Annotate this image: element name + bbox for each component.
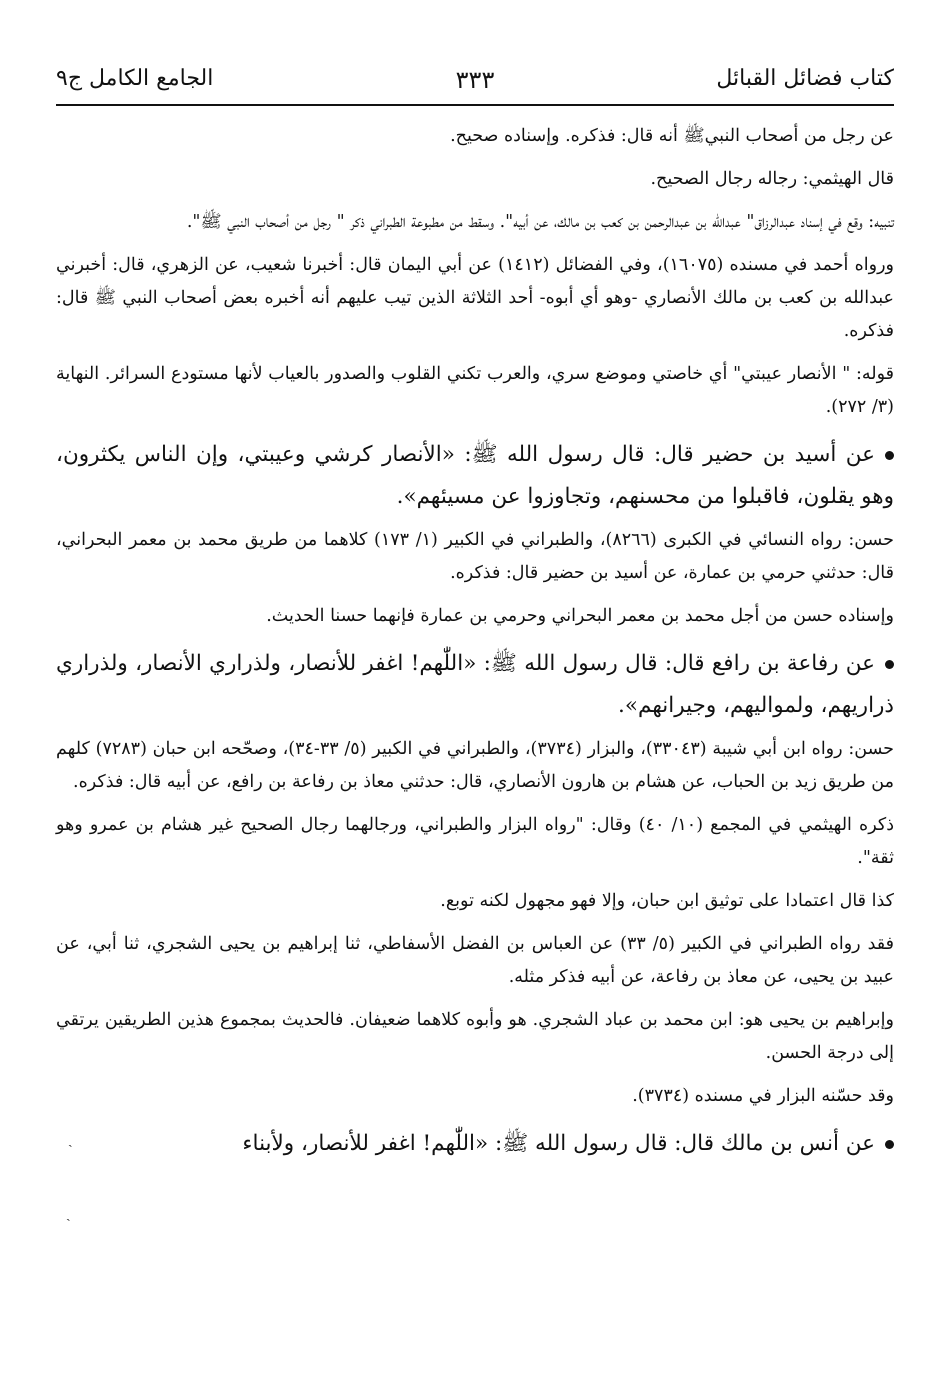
bullet-icon [885, 451, 894, 460]
paragraph: عن رجل من أصحاب النبيﷺ أنه قال: فذكره. وإسناده صحيح. [450, 126, 894, 146]
hadith-text: عن أنس بن مالك قال: قال رسول الله ﷺ: «اللّٰهم! اغفر للأنصار، ولأبناء [242, 1131, 875, 1156]
book-page [56, 58, 894, 1358]
hadith-paragraph [56, 1123, 894, 1165]
paragraph: تنبيه: وقع في إسناد عبدالرزاق" عبدالله بن عبدالرحمن بن كعب بن مالك، عن أبيه". وسقط من مطبوعة الطبراني ذكر " رجل من أصحاب النبي ﷺ". [186, 212, 894, 232]
bullet-icon [885, 1140, 894, 1149]
paragraph: فقد رواه الطبراني في الكبير (٥/ ٣٣) عن العباس بن الفضل الأسفاطي، ثنا إبراهيم بن يحيى الشجري، ثنا أبي، عن عبيد بن يحيى، عن معاذ بن رفاعة، عن أبيه فذكر مثله. [56, 934, 894, 987]
paragraph: حسن: رواه النسائي في الكبرى (٨٢٦٦)، والطبراني في الكبير (١/ ١٧٣) كلاهما من طريق محمد بن معمر البحراني، قال: حدثني حرمي بن عمارة، عن أسيد بن حضير قال: فذكره. [56, 530, 894, 583]
paragraph: ذكره الهيثمي في المجمع (١٠/ ٤٠) وقال: "رواه البزار والطبراني، ورجالهما رجال الصحيح غير هشام بن عمرو وهو ثقة". [56, 815, 894, 868]
hadith-text: عن أسيد بن حضير قال: قال رسول الله ﷺ: «الأنصار كرشي وعيبتي، وإن الناس يكثرون، وهو يقلون، فاقبلوا من محسنهم، وتجاوزوا عن مسيئهم». [56, 442, 894, 509]
paragraph: كذا قال اعتمادا على توثيق ابن حبان، وإلا فهو مجهول لكنه توبع. [440, 891, 894, 911]
paragraph: ورواه أحمد في مسنده (١٦٠٧٥)، وفي الفضائل (١٤١٢) عن أبي اليمان قال: أخبرنا شعيب، عن الزهري، قال: أخبرني عبدالله بن كعب بن مالك الأنصاري -وهو أي أبوه- أحد الثلاثة الذين تيب عليهم أنه أخبره بعض أصحاب النبي ﷺ قال: فذكره. [56, 255, 894, 341]
paragraph: قال الهيثمي: رجاله رجال الصحيح. [650, 169, 894, 189]
collection-title: الجامع الكامل ج٩ [56, 66, 214, 91]
hadith-text: عن رفاعة بن رافع قال: قال رسول الله ﷺ: «اللّٰهم! اغفر للأنصار، ولذراري الأنصار، ولذراري ذراريهم، ولمواليهم، وجيرانهم». [56, 651, 894, 718]
page-body [56, 106, 894, 1165]
paragraph: حسن: رواه ابن أبي شيبة (٣٣٠٤٣)، والبزار (٣٧٣٤)، والطبراني في الكبير (٥/ ٣٣-٣٤)، وصحّحه ابن حبان (٧٢٨٣) كلهم من طريق زيد بن الحباب، عن هشام بن هارون الأنصاري، قال: حدثني معاذ بن رفاعة بن رافع، عن أبيه قال: فذكره. [56, 739, 894, 792]
hadith-paragraph [56, 643, 894, 727]
paragraph: قوله: " الأنصار عيبتي" أي خاصتي وموضع سري، والعرب تكني القلوب والصدور بالعياب لأنها مستودع السرائر. النهاية (٣/ ٢٧٢). [56, 364, 894, 417]
book-title: كتاب فضائل القبائل [716, 66, 894, 91]
page-number: ٣٣٣ [455, 66, 495, 94]
scan-speck-mark: ˎ [68, 1132, 73, 1148]
hadith-paragraph [56, 434, 894, 518]
bullet-icon [885, 660, 894, 669]
paragraph: وإسناده حسن من أجل محمد بن معمر البحراني وحرمي بن عمارة فإنهما حسنا الحديث. [266, 606, 894, 626]
page-header [56, 58, 894, 106]
paragraph: وقد حسّنه البزار في مسنده (٣٧٣٤). [632, 1086, 894, 1106]
scan-speck-mark: ˎ [66, 1206, 71, 1222]
paragraph: وإبراهيم بن يحيى هو: ابن محمد بن عباد الشجري. هو وأبوه كلاهما ضعيفان. فالحديث بمجموع هذين الطريقين يرتقي إلى درجة الحسن. [56, 1010, 894, 1063]
